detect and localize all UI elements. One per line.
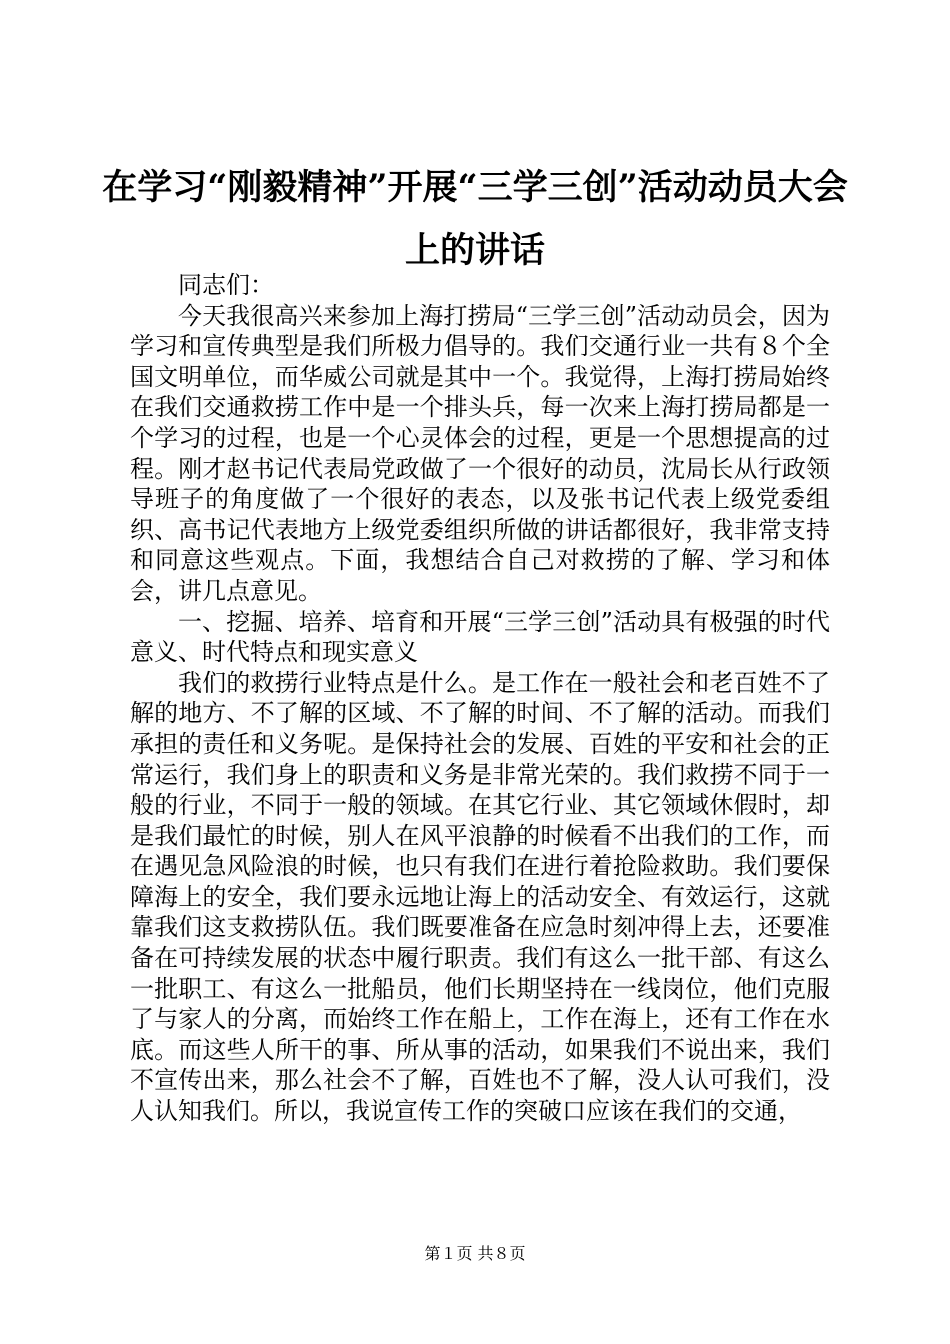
page-number-footer: 第１页 共８页 — [424, 1244, 526, 1263]
document-title: 在学习“刚毅精神”开展“三学三创”活动动员大会上的讲话 — [102, 167, 848, 271]
salutation-paragraph: 同志们： — [178, 271, 274, 299]
document-body — [130, 270, 830, 1127]
body-paragraph: 今天我很高兴来参加上海打捞局“三学三创”活动动员会，因为学习和宣传典型是我们所极力倡导的。我们交通行业一共有８个全国文明单位，而华威公司就是其中一个。我觉得，上海打捞局始终在我们交通救捞工作中是一个排头兵，每一次来上海打捞局都是一个学习的过程，也是一个心灵体会的过程，更是一个思想提高的过程。刚才赵书记代表局党政做了一个很好的动员，沈局长从行政领导班子的角度做了一个很好的表态，以及张书记代表上级党委组织、高书记代表地方上级党委组织所做的讲话都很好，我非常支持和同意这些观点。下面，我想结合自己对救捞的了解、学习和体会，讲几点意见。 — [130, 301, 830, 605]
body-paragraph: 我们的救捞行业特点是什么。是工作在一般社会和老百姓不了解的地方、不了解的区域、不了解的时间、不了解的活动。而我们承担的责任和义务呢。是保持社会的发展、百姓的平安和社会的正常运行，我们身上的职责和义务是非常光荣的。我们救捞不同于一般的行业，不同于一般的领域。在其它行业、其它领域休假时，却是我们最忙的时候，别人在风平浪静的时候看不出我们的工作，而在遇见急风险浪的时候，也只有我们在进行着抢险救助。我们要保障海上的安全，我们要永远地让海上的活动安全、有效运行，这就靠我们这支救捞队伍。我们既要准备在应急时刻冲得上去，还要准备在可持续发展的状态中履行职责。我们有这么一批干部、有这么一批职工、有这么一批船员，他们长期坚持在一线岗位，他们克服了与家人的分离，而始终工作在船上，工作在海上，还有工作在水底。而这些人所干的事、所从事的活动，如果我们不说出来，我们不宣传出来，那么社会不了解，百姓也不了解，没人认可我们，没人认知我们。所以，我说宣传工作的突破口应该在我们的交通， — [130, 668, 830, 1126]
section-heading-paragraph: 一、挖掘、培养、培育和开展“三学三创”活动具有极强的时代意义、时代特点和现实意义 — [130, 607, 830, 667]
